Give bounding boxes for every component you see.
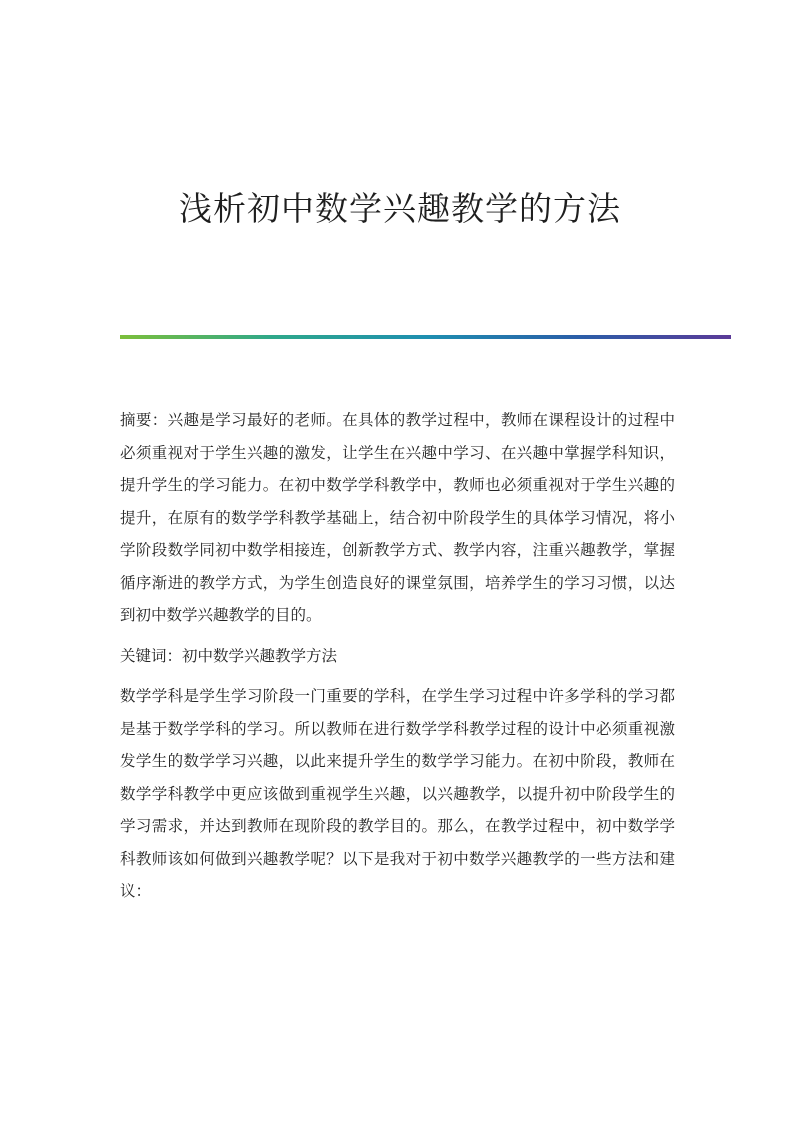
keywords-line: 关键词：初中数学兴趣教学方法	[120, 646, 338, 665]
document-title: 浅析初中数学兴趣教学的方法	[179, 189, 621, 228]
document-body	[120, 404, 675, 908]
abstract-paragraph: 摘要：兴趣是学习最好的老师。在具体的教学过程中，教师在课程设计的过程中必须重视对于学生兴趣的激发，让学生在兴趣中学习、在兴趣中掌握学科知识，提升学生的学习能力。在初中数学学科教学中，教师也必须重视对于学生兴趣的提升，在原有的数学学科教学基础上，结合初中阶段学生的具体学习情况，将小学阶段数学同初中数学相接连，创新教学方式、教学内容，注重兴趣教学，掌握循序渐进的教学方式，为学生创造良好的课堂氛围，培养学生的学习习惯，以达到初中数学兴趣教学的目的。	[120, 411, 675, 624]
body-paragraph: 数学学科是学生学习阶段一门重要的学科，在学生学习过程中许多学科的学习都是基于数学学科的学习。所以教师在进行数学学科教学过程的设计中必须重视激发学生的数学学习兴趣，以此来提升学生的数学学习能力。在初中阶段，教师在数学学科教学中更应该做到重视学生兴趣，以兴趣教学，以提升初中阶段学生的学习需求，并达到教师在现阶段的教学目的。那么，在教学过程中，初中数学学科教师该如何做到兴趣教学呢？以下是我对于初中数学兴趣教学的一些方法和建议：	[120, 687, 675, 900]
title-divider	[120, 335, 731, 339]
